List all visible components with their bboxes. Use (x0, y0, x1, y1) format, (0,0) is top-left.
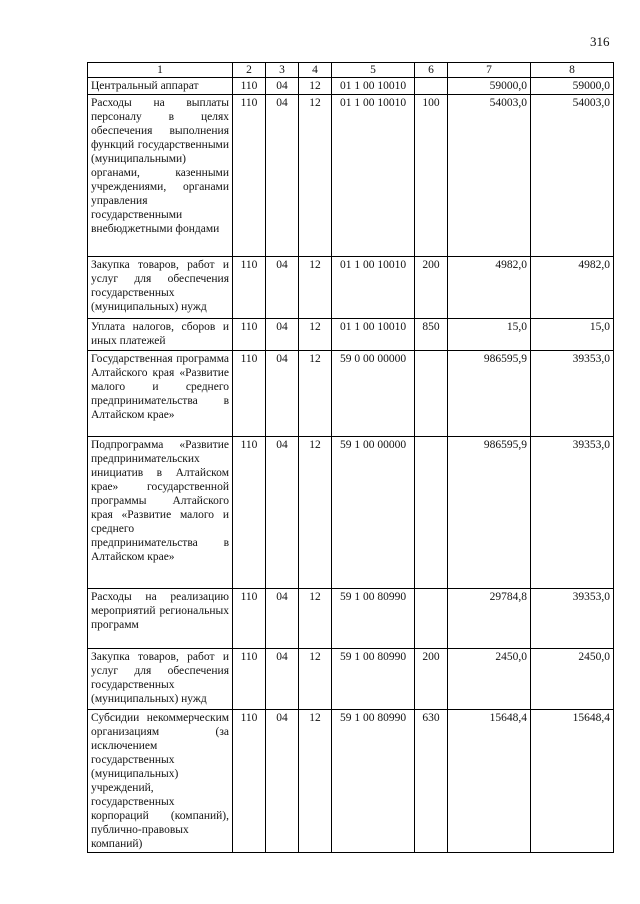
cell-c5: 59 1 00 80990 (332, 589, 415, 649)
column-header: 2 (233, 63, 266, 78)
cell-c4: 12 (299, 257, 332, 319)
cell-c2: 110 (233, 710, 266, 853)
table-row (88, 649, 614, 710)
cell-c4: 12 (299, 78, 332, 95)
cell-c6: 100 (415, 95, 448, 257)
item-name: Центральный аппарат (88, 78, 233, 95)
cell-c3: 04 (266, 649, 299, 710)
cell-c7: 59000,0 (448, 78, 531, 95)
column-header: 8 (531, 63, 614, 78)
cell-c8: 39353,0 (531, 589, 614, 649)
cell-c7: 4982,0 (448, 257, 531, 319)
cell-c2: 110 (233, 95, 266, 257)
column-header: 5 (332, 63, 415, 78)
column-header: 7 (448, 63, 531, 78)
cell-c8: 15648,4 (531, 710, 614, 853)
item-name: Закупка товаров, работ и услуг для обеспечения государственных (муниципальных) нужд (88, 649, 233, 710)
cell-c3: 04 (266, 589, 299, 649)
column-header: 4 (299, 63, 332, 78)
cell-c4: 12 (299, 437, 332, 589)
cell-c5: 59 1 00 80990 (332, 649, 415, 710)
column-header: 3 (266, 63, 299, 78)
cell-c7: 54003,0 (448, 95, 531, 257)
cell-c3: 04 (266, 319, 299, 351)
cell-c6 (415, 589, 448, 649)
cell-c4: 12 (299, 589, 332, 649)
column-header: 1 (88, 63, 233, 78)
cell-c6 (415, 437, 448, 589)
cell-c5: 59 1 00 80990 (332, 710, 415, 853)
cell-c5: 59 0 00 00000 (332, 351, 415, 437)
cell-c8: 54003,0 (531, 95, 614, 257)
cell-c3: 04 (266, 351, 299, 437)
cell-c8: 39353,0 (531, 437, 614, 589)
column-header: 6 (415, 63, 448, 78)
cell-c3: 04 (266, 78, 299, 95)
cell-c7: 29784,8 (448, 589, 531, 649)
cell-c4: 12 (299, 95, 332, 257)
table-row (88, 589, 614, 649)
table-header-row (88, 63, 614, 78)
cell-c8: 4982,0 (531, 257, 614, 319)
cell-c3: 04 (266, 95, 299, 257)
cell-c7: 2450,0 (448, 649, 531, 710)
cell-c2: 110 (233, 257, 266, 319)
cell-c2: 110 (233, 589, 266, 649)
cell-c3: 04 (266, 257, 299, 319)
cell-c5: 01 1 00 10010 (332, 95, 415, 257)
cell-c3: 04 (266, 437, 299, 589)
item-name: Закупка товаров, работ и услуг для обеспечения государственных (муниципальных) нужд (88, 257, 233, 319)
table-row (88, 351, 614, 437)
table-row (88, 78, 614, 95)
cell-c7: 15648,4 (448, 710, 531, 853)
cell-c5: 01 1 00 10010 (332, 319, 415, 351)
cell-c2: 110 (233, 78, 266, 95)
cell-c4: 12 (299, 710, 332, 853)
cell-c2: 110 (233, 319, 266, 351)
cell-c6: 630 (415, 710, 448, 853)
cell-c8: 39353,0 (531, 351, 614, 437)
page-number: 316 (590, 34, 610, 49)
item-name: Уплата налогов, сборов и иных платежей (88, 319, 233, 351)
cell-c7: 986595,9 (448, 437, 531, 589)
cell-c6: 850 (415, 319, 448, 351)
cell-c3: 04 (266, 710, 299, 853)
table-row (88, 95, 614, 257)
cell-c4: 12 (299, 351, 332, 437)
item-name: Подпрограмма «Развитие предпринимательских инициатив в Алтайском крае» государственной программы Алтайского края «Развитие малого и среднего предпринимательства в Алтайском крае» (88, 437, 233, 589)
cell-c8: 59000,0 (531, 78, 614, 95)
cell-c8: 2450,0 (531, 649, 614, 710)
cell-c4: 12 (299, 649, 332, 710)
item-name: Расходы на реализацию мероприятий региональных программ (88, 589, 233, 649)
budget-table (87, 62, 614, 853)
cell-c8: 15,0 (531, 319, 614, 351)
cell-c7: 15,0 (448, 319, 531, 351)
table-row (88, 437, 614, 589)
cell-c5: 01 1 00 10010 (332, 257, 415, 319)
item-name: Государственная программа Алтайского края «Развитие малого и среднего предпринимательства в Алтайском крае» (88, 351, 233, 437)
cell-c7: 986595,9 (448, 351, 531, 437)
cell-c2: 110 (233, 437, 266, 589)
cell-c6: 200 (415, 257, 448, 319)
item-name: Субсидии некоммерческим организациям (за исключением государственных (муниципальных) учреждений, государственных корпораций (компаний), публично-правовых компаний) (88, 710, 233, 853)
cell-c6 (415, 78, 448, 95)
cell-c5: 59 1 00 00000 (332, 437, 415, 589)
table-row (88, 319, 614, 351)
table-row (88, 257, 614, 319)
item-name: Расходы на выплаты персоналу в целях обеспечения выполнения функций государственными (муниципальными) органами, казенными учреждениями, органами управления государственными внебюджетными фондами (88, 95, 233, 257)
table-row (88, 710, 614, 853)
cell-c6: 200 (415, 649, 448, 710)
cell-c5: 01 1 00 10010 (332, 78, 415, 95)
cell-c2: 110 (233, 649, 266, 710)
cell-c4: 12 (299, 319, 332, 351)
cell-c2: 110 (233, 351, 266, 437)
cell-c6 (415, 351, 448, 437)
